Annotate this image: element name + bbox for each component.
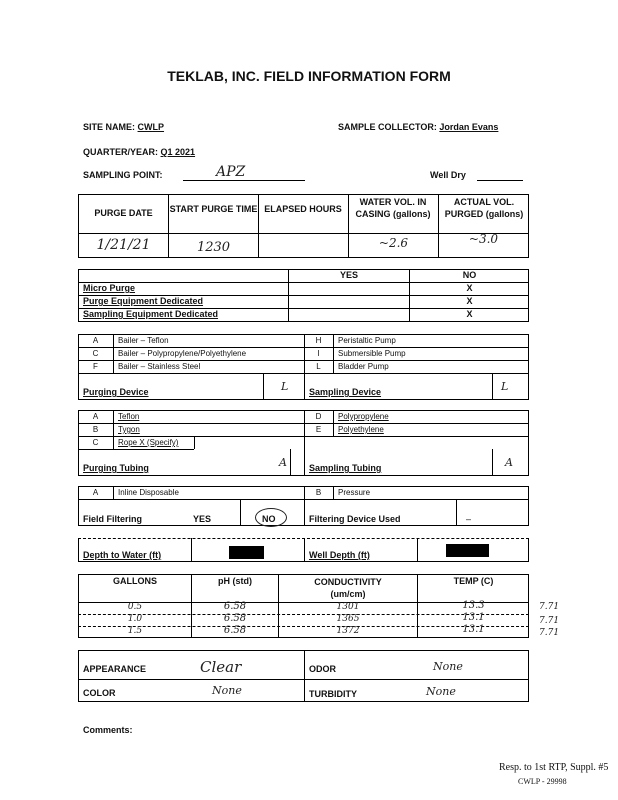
temp-value: 13.3 (462, 600, 485, 611)
field-filtering-no: NO (262, 514, 276, 524)
filtering-device-label: Filtering Device Used (309, 514, 401, 524)
temp-header: TEMP (C) (453, 576, 494, 586)
ph-value: 6.58 (223, 613, 247, 624)
footer-page-id: CWLP - 29998 (518, 777, 567, 786)
turbidity-value: None (426, 685, 456, 698)
equipment-no-header: NO (462, 270, 477, 280)
tubing-teflon: Teflon (118, 412, 140, 421)
conductivity-header: CONDUCTIVITY (um/cm) (314, 577, 382, 599)
color-value: None (212, 684, 242, 697)
conductivity-value: 1372 (336, 626, 360, 636)
quarter-year-field (83, 147, 195, 157)
device-code-h: H (315, 336, 322, 345)
depth-to-water-redacted (229, 546, 264, 559)
well-dry-label: Well Dry (430, 170, 466, 180)
margin-note: 7.71 (539, 602, 560, 612)
device-submersible-pump: Submersible Pump (338, 349, 406, 358)
odor-value: None (433, 660, 463, 673)
site-name-value: CWLP (137, 122, 165, 132)
purging-device-label: Purging Device (83, 387, 149, 397)
turbidity-label: TURBIDITY (309, 689, 357, 699)
actual-vol-header: ACTUAL VOL. PURGED (gallons) (444, 197, 524, 219)
temp-value: 13.1 (462, 612, 485, 623)
comments-label: Comments: (83, 725, 133, 735)
appearance-value: Clear (200, 658, 242, 676)
micro-purge-mark: X (466, 283, 473, 293)
tubing-code-a: A (92, 412, 99, 421)
device-poly-bailer: Bailer – Polypropylene/Polyethylene (118, 349, 247, 358)
purge-equipment-label: Purge Equipment Dedicated (83, 296, 204, 306)
well-dry-line (477, 180, 523, 181)
actual-vol-value: ~3.0 (468, 232, 499, 246)
site-name-field (83, 122, 164, 132)
sampling-point-line (183, 180, 305, 181)
ph-header: pH (std) (218, 576, 252, 586)
tubing-code-d: D (315, 412, 322, 421)
gallons-value: 1.5 (127, 626, 143, 636)
filter-inline-disposable: Inline Disposable (118, 488, 179, 497)
sample-collector-field (338, 122, 498, 132)
purge-equipment-mark: X (466, 296, 473, 306)
device-code-f: F (93, 362, 98, 371)
color-label: COLOR (83, 688, 116, 698)
purge-date-value: 1/21/21 (96, 237, 151, 253)
tubing-polypropylene: Polypropylene (338, 412, 389, 421)
sample-collector-value: Jordan Evans (439, 122, 499, 132)
tubing-polyethylene: Polyethylene (338, 425, 384, 434)
start-purge-value: 1230 (196, 240, 231, 255)
field-filtering-label: Field Filtering (83, 514, 143, 524)
sampling-tubing-value: A (505, 456, 513, 469)
device-peristaltic-pump: Peristaltic Pump (338, 336, 396, 345)
tubing-code-b: B (92, 425, 99, 434)
margin-note: 7.71 (539, 616, 560, 626)
appearance-label: APPEARANCE (83, 664, 147, 674)
quarter-year-label: QUARTER/YEAR: (83, 147, 159, 157)
quarter-year-value: Q1 2021 (160, 147, 196, 157)
conductivity-value: 1365 (336, 614, 360, 624)
device-code-i: I (317, 349, 320, 358)
sampling-point-label: SAMPLING POINT: (83, 170, 163, 180)
field-filtering-yes: YES (193, 514, 212, 524)
well-depth-redacted (446, 544, 489, 557)
footer-response-note: Resp. to 1st RTP, Suppl. #5 (499, 762, 609, 773)
device-code-c: C (92, 349, 99, 358)
ph-value: 6.58 (223, 625, 247, 636)
sampling-point-value: APZ (216, 164, 246, 180)
margin-note: 7.71 (539, 628, 560, 638)
site-name-label: SITE NAME: (83, 122, 136, 132)
micro-purge-label: Micro Purge (83, 283, 136, 293)
purge-date-header: PURGE DATE (94, 208, 153, 218)
equipment-yes-header: YES (339, 270, 358, 280)
filter-code-b: B (315, 488, 322, 497)
gallons-header: GALLONS (113, 576, 157, 586)
filter-code-a: A (92, 488, 99, 497)
tubing-code-e: E (315, 425, 322, 434)
sampling-device-label: Sampling Device (309, 387, 382, 397)
device-code-a: A (92, 336, 99, 345)
no-circle-mark (255, 508, 287, 527)
elapsed-hours-header: ELAPSED HOURS (264, 204, 342, 214)
gallons-value: 0.5 (127, 602, 143, 612)
water-vol-value: ~2.6 (378, 236, 409, 250)
well-depth-label: Well Depth (ft) (309, 550, 370, 560)
temp-value: 13.1 (462, 624, 485, 635)
start-purge-header: START PURGE TIME (169, 204, 258, 214)
filtering-device-value: – (466, 514, 472, 524)
form-title: TEKLAB, INC. FIELD INFORMATION FORM (167, 68, 451, 84)
sampling-tubing-label: Sampling Tubing (309, 463, 382, 473)
water-vol-header: WATER VOL. IN CASING (gallons) (355, 197, 431, 219)
device-steel-bailer: Bailer – Stainless Steel (118, 362, 201, 371)
tubing-tygon: Tygon (118, 425, 140, 434)
tubing-code-c: C (92, 438, 99, 447)
purging-device-value: L (281, 380, 289, 393)
odor-label: ODOR (309, 664, 336, 674)
device-bladder-pump: Bladder Pump (338, 362, 389, 371)
tubing-rope: Rope X (Specify) (118, 438, 179, 447)
device-code-l: L (316, 362, 321, 371)
filter-pressure: Pressure (338, 488, 371, 497)
sampling-equipment-mark: X (466, 309, 473, 319)
device-teflon-bailer: Bailer – Teflon (118, 336, 169, 345)
gallons-value: 1.0 (127, 614, 143, 624)
sampling-equipment-label: Sampling Equipment Dedicated (83, 309, 219, 319)
purging-tubing-value: A (279, 456, 287, 469)
purging-tubing-label: Purging Tubing (83, 463, 149, 473)
depth-to-water-label: Depth to Water (ft) (83, 550, 162, 560)
ph-value: 6.58 (223, 601, 247, 612)
conductivity-value: 1301 (336, 602, 360, 612)
sample-collector-label: SAMPLE COLLECTOR: (338, 122, 437, 132)
sampling-device-value: L (501, 380, 509, 393)
